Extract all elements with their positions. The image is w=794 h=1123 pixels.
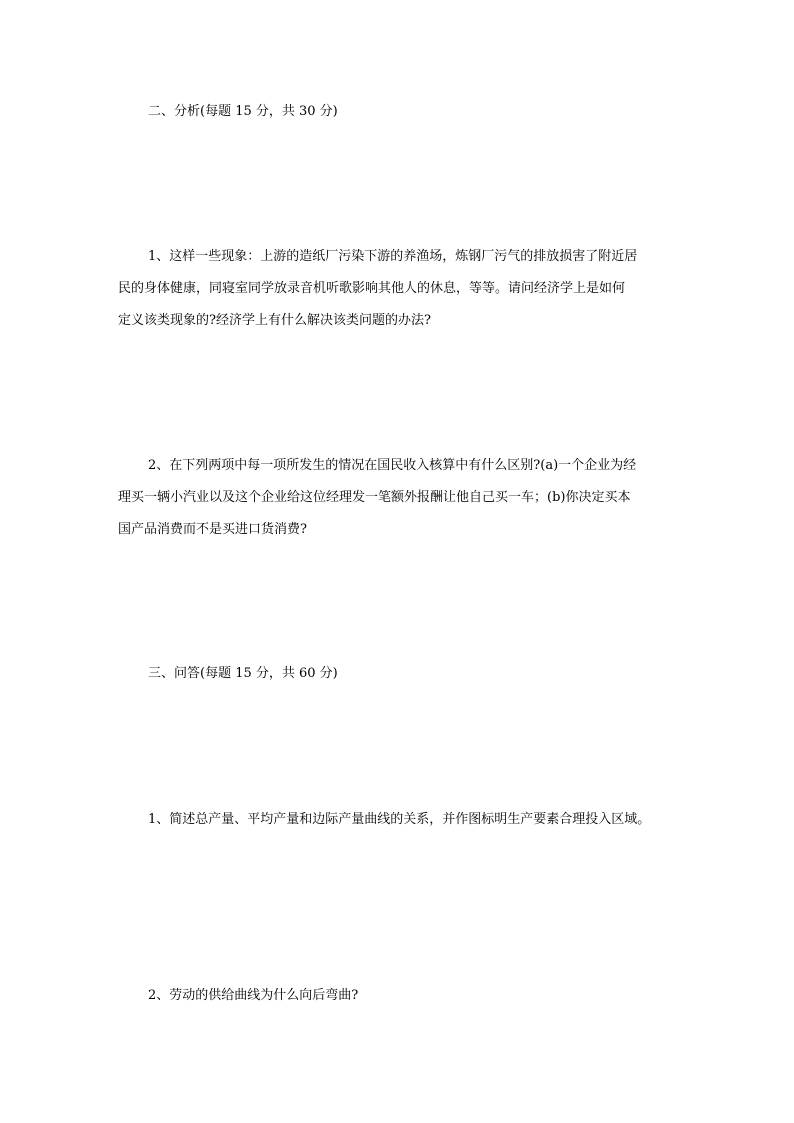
- question-line: 国产品消费而不是买进口货消费?: [118, 522, 307, 537]
- question-line: 1、简述总产量、平均产量和边际产量曲线的关系，并作图标明生产要素合理投入区域。: [148, 812, 651, 827]
- section-2-heading: 二、分析(每题 15 分，共 30 分): [148, 104, 338, 119]
- question-line: 理买一辆小汽业以及这个企业给这位经理发一笔额外报酬让他自己买一车；(b)你决定买本: [118, 490, 631, 505]
- question-line: 2、劳动的供给曲线为什么向后弯曲?: [148, 988, 359, 1003]
- question-line: 定义该类现象的?经济学上有什么解决该类问题的办法?: [118, 313, 431, 328]
- section-3-heading: 三、问答(每题 15 分，共 60 分): [148, 666, 338, 681]
- question-line: 2、在下列两项中每一项所发生的情况在国民收入核算中有什么区别?(a)一个企业为经: [148, 458, 637, 473]
- question-line: 1、这样一些现象：上游的造纸厂污染下游的养渔场，炼钢厂污气的排放损害了附近居: [148, 249, 638, 264]
- question-line: 民的身体健康，同寝室同学放录音机听歌影响其他人的休息，等等。请问经济学上是如何: [118, 281, 626, 296]
